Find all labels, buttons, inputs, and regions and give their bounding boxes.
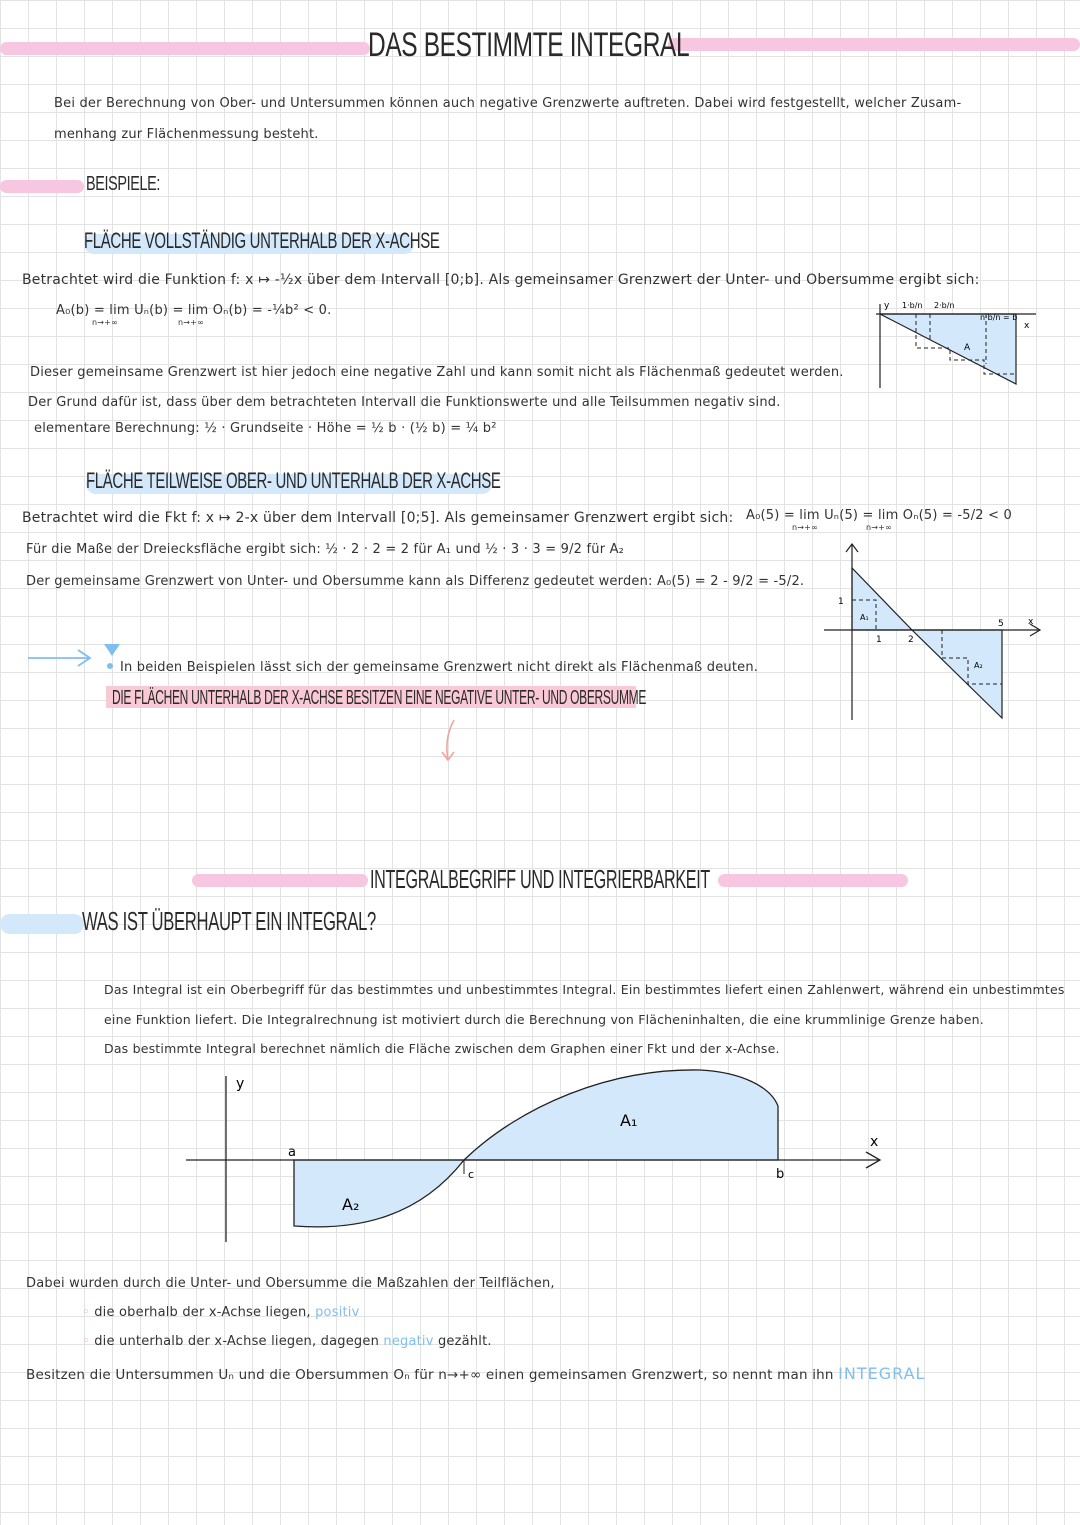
- ex1-tick-2: 2·b/n: [934, 301, 955, 310]
- integral-word: INTEGRAL: [838, 1364, 926, 1383]
- ex2-x-tick-1: 1: [876, 635, 882, 645]
- definition-line-2: eine Funktion liefert. Die Integralrechnung ist motiviert durch die Berechnung von Flächeninhalten, die eine krummlinige Grenze haben.: [104, 1012, 984, 1027]
- ex1-line-3: Der Grund dafür ist, dass über dem betrachteten Intervall die Funktionswerte und alle Teilsummen negativ sind.: [28, 395, 781, 410]
- ex2-heading: FLÄCHE TEILWEISE OBER- UND UNTERHALB DER X-ACHSE: [86, 468, 501, 493]
- ex1-limit-sub-1: n→+∞: [92, 318, 118, 327]
- ex2-line-3: Der gemeinsame Grenzwert von Unter- und Obersumme kann als Differenz gedeutet werden: A₀(5) = 2 - 9/2 = -5/2.: [26, 574, 805, 589]
- section2-underline-left: [192, 874, 368, 887]
- intro-line-1: Bei der Berechnung von Ober- und Untersummen können auch negative Grenzwerte auftreten. Dabei wird festgestellt, welcher Zusam-: [54, 96, 962, 111]
- bullet-dot-2: ◦: [82, 1334, 90, 1349]
- integral-x-label: x: [870, 1134, 879, 1150]
- ex2-x-label: x: [1028, 617, 1034, 627]
- integral-c-label: c: [468, 1168, 475, 1181]
- ex1-heading: FLÄCHE VOLLSTÄNDIG UNTERHALB DER X-ACHSE: [84, 228, 440, 253]
- question-highlight: [0, 914, 84, 934]
- ex2-area-2: [912, 630, 1002, 718]
- integral-y-label: y: [236, 1076, 245, 1092]
- beispiele-heading: BEISPIELE:: [86, 173, 161, 195]
- definition-line-1: Das Integral ist ein Oberbegriff für das bestimmtes und unbestimmtes Integral. Ein bestimmtes liefert einen Zahlenwert, während ein unbestimmtes: [104, 982, 1065, 997]
- definition-line-3: Das bestimmte Integral berechnet nämlich die Fläche zwischen dem Graphen einer Fkt und der x-Achse.: [104, 1041, 780, 1056]
- ex1-formula: A₀(b) = lim Uₙ(b) = lim Oₙ(b) = -¼b² < 0.: [56, 303, 332, 318]
- ex2-line-2: Für die Maße der Dreiecksfläche ergibt sich: ½ · 2 · 2 = 2 für A₁ und ½ · 3 · 3 = 9/2 für A₂: [26, 542, 625, 557]
- note-text: In beiden Beispielen lässt sich der gemeinsame Grenzwert nicht direkt als Flächenmaß deuten.: [120, 660, 759, 675]
- ex2-formula: A₀(5) = lim Uₙ(5) = lim Oₙ(5) = -5/2 < 0: [746, 508, 1013, 523]
- ex1-graph: [840, 296, 1040, 396]
- ex1-y-label: y: [884, 301, 890, 311]
- ex1-line-1: Betrachtet wird die Funktion f: x ↦ -½x über dem Intervall [0;b]. Als gemeinsamer Grenzwert der Unter- und Obersumme ergibt sich:: [22, 272, 980, 288]
- ex1-limit-sub-2: n→+∞: [178, 318, 204, 327]
- ex2-line-1: Betrachtet wird die Fkt f: x ↦ 2-x über dem Intervall [0;5]. Als gemeinsamer Grenzwert ergibt sich:: [22, 510, 734, 526]
- ex2-x-tick-5: 5: [998, 619, 1004, 629]
- ex2-limit-sub-1: n→+∞: [792, 523, 818, 532]
- title-underline-right: [668, 38, 1080, 51]
- section2-title: INTEGRALBEGRIFF UND INTEGRIERBARKEIT: [370, 864, 710, 894]
- integral-graph: [180, 1066, 900, 1246]
- ex2-x-tick-2: 2: [908, 635, 914, 645]
- beispiele-marker: [0, 180, 84, 193]
- integral-a1-label: A₁: [620, 1111, 638, 1130]
- ex2-limit-sub-2: n→+∞: [866, 523, 892, 532]
- title-underline-left: [0, 42, 370, 55]
- summary-bullet-1: [82, 1305, 360, 1320]
- note-highlight: DIE FLÄCHEN UNTERHALB DER X-ACHSE BESITZEN EINE NEGATIVE UNTER- UND OBERSUMME: [112, 687, 647, 709]
- ex2-y-tick: 1: [838, 597, 844, 607]
- summary-line-4: [26, 1364, 925, 1383]
- ex1-line-2: Dieser gemeinsame Grenzwert ist hier jedoch eine negative Zahl und kann somit nicht als Flächenmaß gedeutet werden.: [30, 365, 844, 380]
- ex1-x-label: x: [1024, 321, 1030, 331]
- ex1-line-4: elementare Berechnung: ½ · Grundseite · Höhe = ½ b · (½ b) = ¼ b²: [34, 421, 497, 436]
- ex1-area-label: A: [964, 343, 971, 353]
- summary-bullet-1-text: die oberhalb der x-Achse liegen,: [94, 1305, 311, 1320]
- note-down-arrow-icon: [436, 716, 466, 766]
- integral-area-2: [294, 1160, 464, 1227]
- note-arrow-icon: [26, 646, 96, 670]
- intro-line-2: menhang zur Flächenmessung besteht.: [54, 127, 319, 142]
- note-marker-icon: [102, 642, 122, 672]
- ex1-tick-1: 1·b/n: [902, 301, 923, 310]
- summary-line-4-text: Besitzen die Untersummen Uₙ und die Obersummen Oₙ für n→+∞ einen gemeinsamen Grenzwert, so nennt man ihn: [26, 1367, 834, 1383]
- question-heading: WAS IST ÜBERHAUPT EIN INTEGRAL?: [82, 906, 376, 936]
- summary-bullet-2-text: die unterhalb der x-Achse liegen, dagegen: [94, 1334, 380, 1349]
- integral-a2-label: A₂: [342, 1195, 360, 1214]
- ex2-a1-label: A₁: [860, 613, 869, 622]
- page-title: DAS BESTIMMTE INTEGRAL: [368, 26, 690, 64]
- ex1-area: [880, 314, 1016, 384]
- section2-underline-right: [718, 874, 908, 887]
- ex2-a2-label: A₂: [974, 661, 983, 670]
- summary-line-1: Dabei wurden durch die Unter- und Obersumme die Maßzahlen der Teilflächen,: [26, 1276, 555, 1291]
- integral-a-label: a: [288, 1145, 296, 1160]
- ex2-graph: [818, 540, 1048, 730]
- summary-bullet-2-word: negativ: [383, 1334, 434, 1349]
- ex1-tick-3: n·b/n = b: [980, 313, 1018, 322]
- integral-b-label: b: [776, 1167, 785, 1182]
- summary-bullet-2-end: gezählt.: [437, 1334, 492, 1349]
- summary-bullet-2: [82, 1334, 492, 1349]
- bullet-dot-1: ◦: [82, 1305, 90, 1320]
- summary-bullet-1-word: positiv: [315, 1305, 360, 1320]
